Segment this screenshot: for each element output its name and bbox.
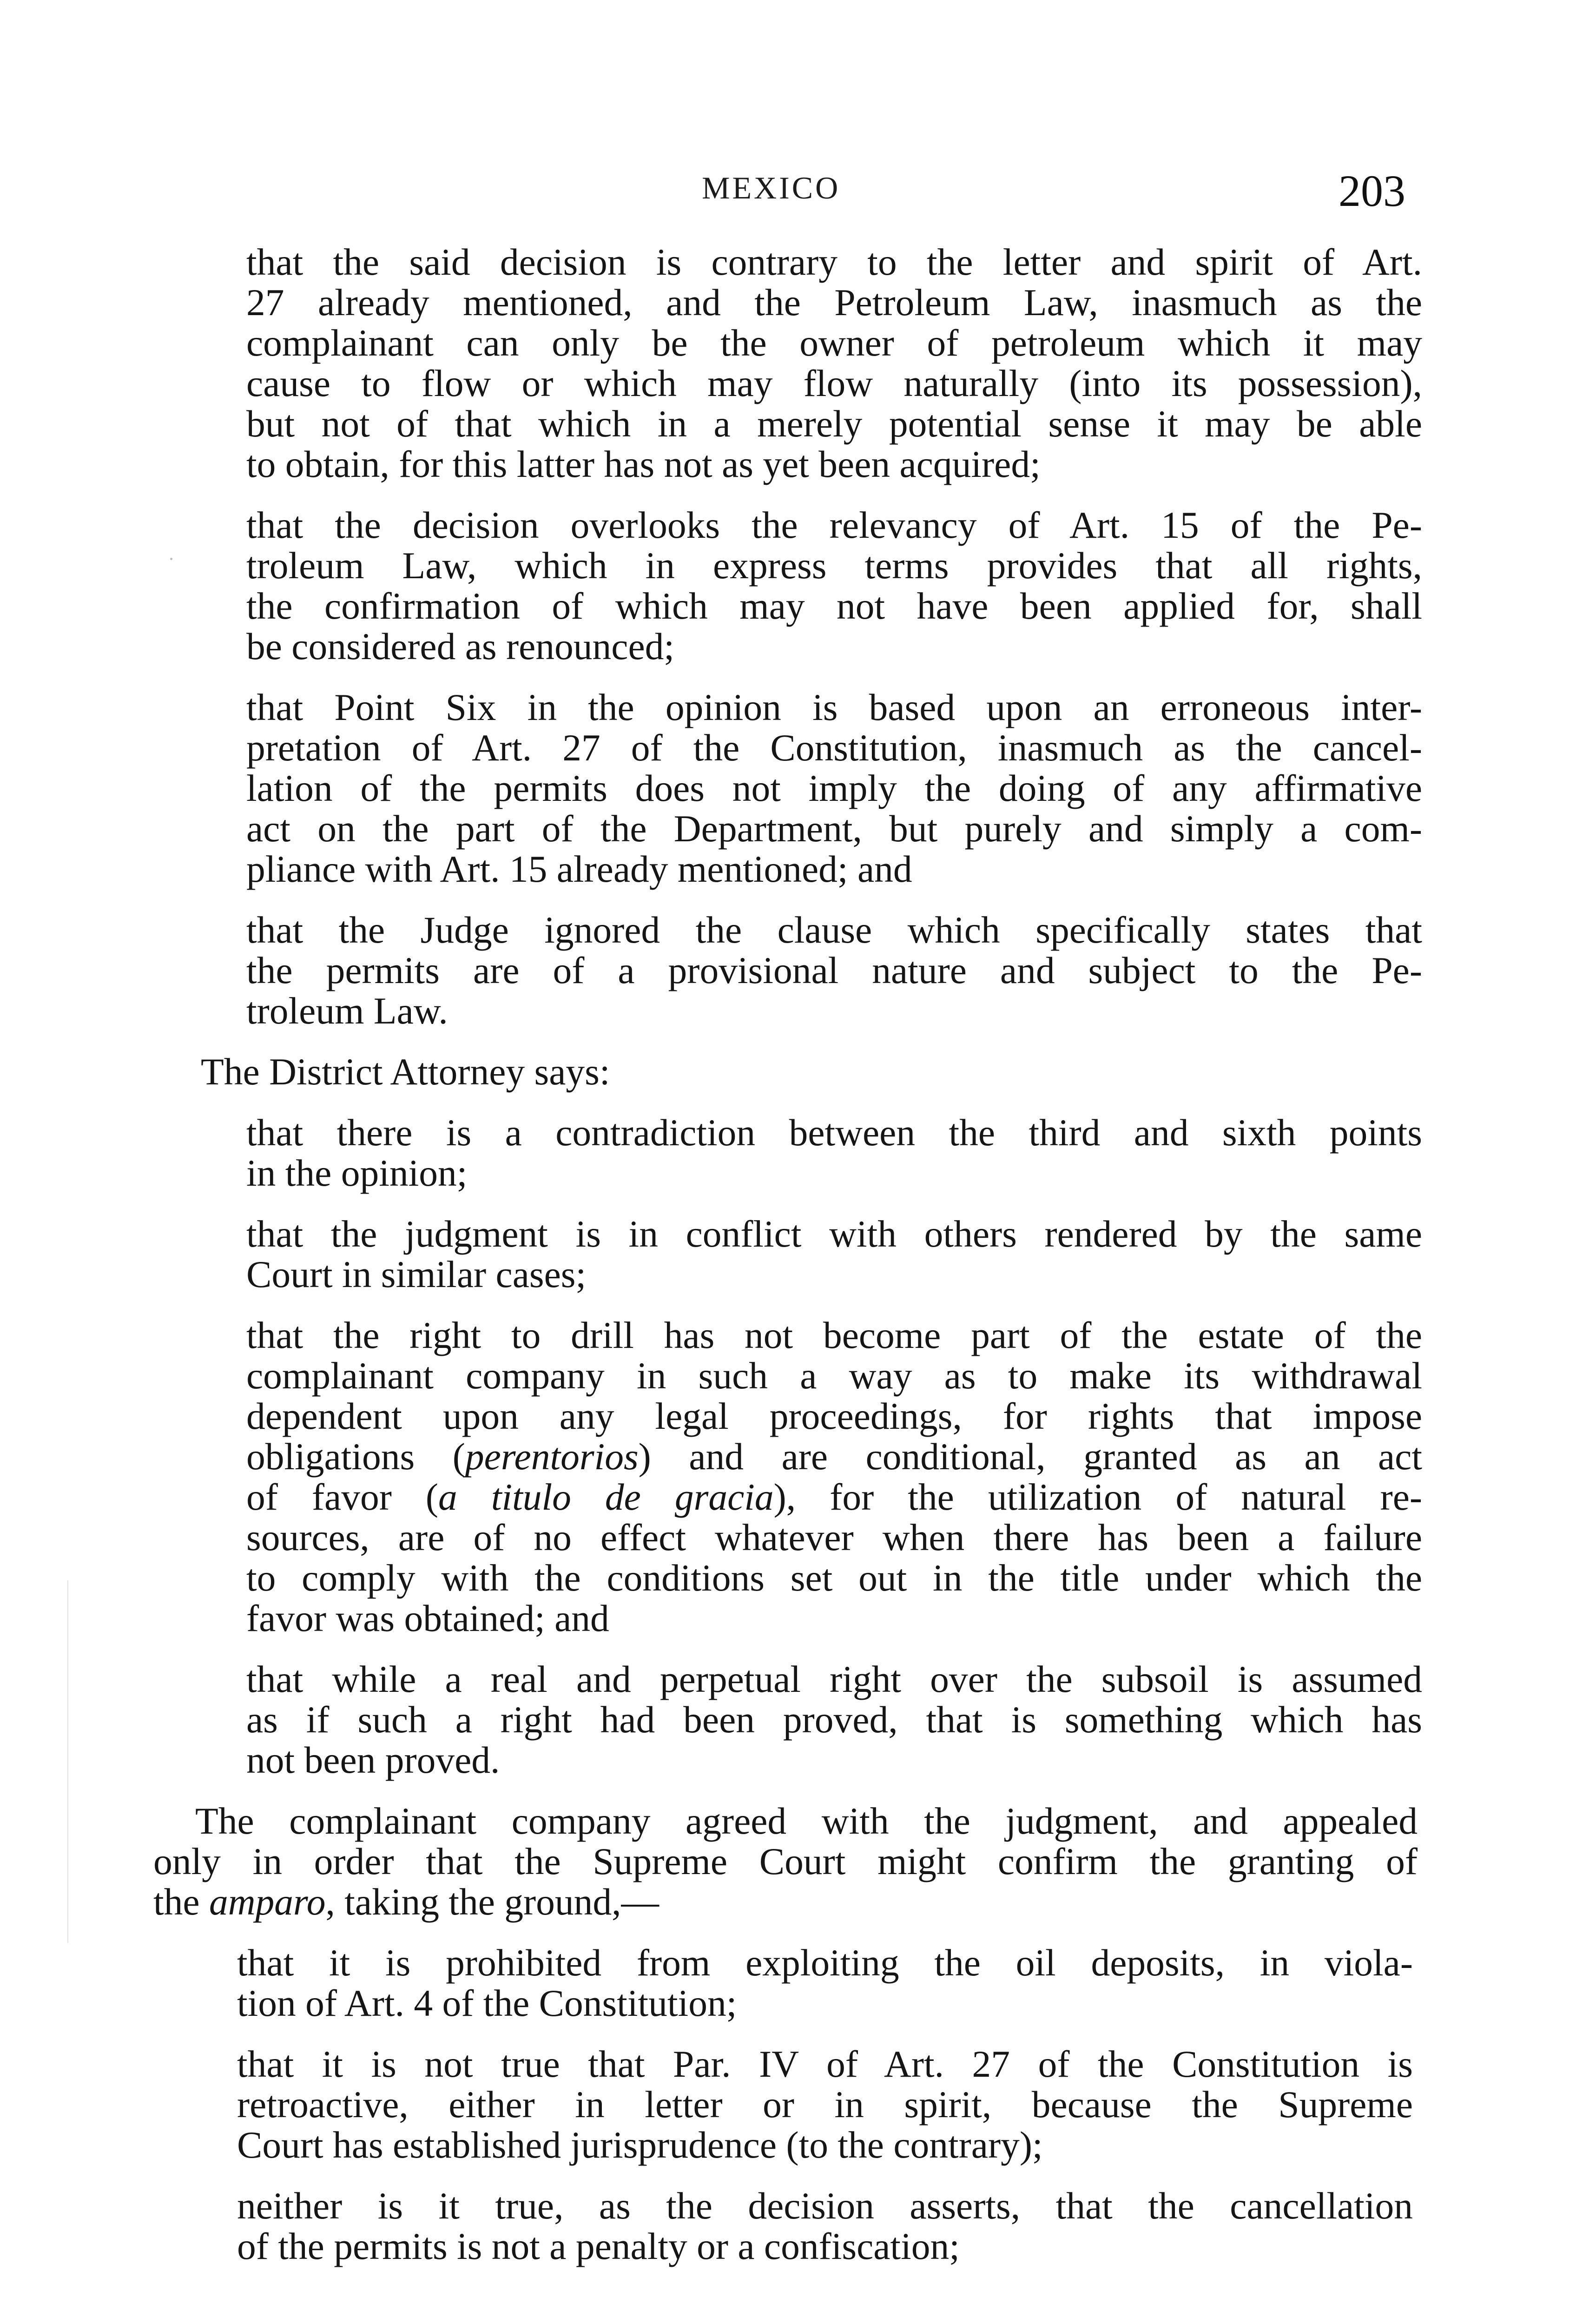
text-line: dependent upon any legal proceedings, for rights that impose bbox=[246, 1395, 1422, 1437]
text-line: that the decision overlooks the relevancy of Art. 15 of the Pe- bbox=[246, 504, 1422, 546]
text-line: as if such a right had been proved, that is something which has bbox=[246, 1698, 1422, 1741]
italic-term: perentorios bbox=[465, 1435, 639, 1478]
text-line: pretation of Art. 27 of the Constitution, inasmuch as the cancel- bbox=[246, 726, 1422, 769]
italic-term: a titulo de gracia bbox=[438, 1476, 774, 1518]
text-line: neither is it true, as the decision asserts, that the cancellation bbox=[237, 2185, 1413, 2227]
paragraph-9 bbox=[246, 1659, 1422, 1780]
text-line: troleum Law, which in express terms provides that all rights, bbox=[246, 544, 1422, 587]
text-line: that it is prohibited from exploiting the oil deposits, in viola- bbox=[237, 1941, 1413, 1984]
paragraph-4 bbox=[246, 910, 1422, 1031]
text-line: of favor (a titulo de gracia), for the utilization of natural re- bbox=[246, 1476, 1423, 1518]
text-line: the permits are of a provisional nature and subject to the Pe- bbox=[246, 949, 1422, 991]
text-line: the confirmation of which may not have been applied for, shall bbox=[246, 585, 1422, 627]
text-line: that the Judge ignored the clause which specifically states that bbox=[246, 909, 1422, 951]
paragraph-8 bbox=[246, 1315, 1422, 1638]
text-line: pliance with Art. 15 already mentioned; and bbox=[246, 848, 912, 890]
text-line: troleum Law. bbox=[246, 990, 448, 1032]
running-head bbox=[0, 165, 1576, 225]
text-line: only in order that the Supreme Court might confirm the granting of bbox=[153, 1840, 1418, 1882]
paragraph-6 bbox=[246, 1112, 1422, 1193]
text-line: tion of Art. 4 of the Constitution; bbox=[237, 1982, 737, 2024]
paragraph-13 bbox=[237, 2185, 1413, 2266]
text-line: be considered as renounced; bbox=[246, 625, 675, 667]
text-line: that Point Six in the opinion is based upon an erroneous inter- bbox=[246, 686, 1422, 728]
text-line: that the said decision is contrary to the letter and spirit of Art. bbox=[246, 241, 1422, 283]
paragraph-1 bbox=[246, 242, 1422, 484]
text-line: complainant can only be the owner of petroleum which it may bbox=[246, 322, 1422, 364]
text-line: complainant company in such a way as to make its withdrawal bbox=[246, 1354, 1422, 1397]
paragraph-12 bbox=[237, 2044, 1413, 2165]
text-line: Court has established jurisprudence (to the contrary); bbox=[237, 2124, 1043, 2166]
paragraph-10 bbox=[153, 1800, 1418, 1923]
text-line: The complainant company agreed with the judgment, and appealed bbox=[195, 1800, 1418, 1842]
page-number: 203 bbox=[1339, 166, 1405, 216]
running-title: MEXICO bbox=[702, 170, 841, 205]
text-line: that the judgment is in conflict with others rendered by the same bbox=[246, 1213, 1422, 1255]
text-line: that there is a contradiction between the third and sixth points bbox=[246, 1111, 1422, 1154]
text-line: in the opinion; bbox=[246, 1152, 468, 1194]
paragraph-2 bbox=[246, 505, 1422, 667]
body-text bbox=[0, 242, 1576, 2287]
text-line: 27 already mentioned, and the Petroleum Law, inasmuch as the bbox=[246, 281, 1422, 324]
text-line: to comply with the conditions set out in the title under which the bbox=[246, 1557, 1422, 1599]
text-line: cause to flow or which may flow naturally (into its possession), bbox=[246, 362, 1422, 404]
text-line: Court in similar cases; bbox=[246, 1253, 587, 1295]
text-line: but not of that which in a merely potential sense it may be able bbox=[246, 403, 1422, 445]
text-line: the amparo, taking the ground,— bbox=[153, 1881, 659, 1923]
text-line: that while a real and perpetual right over the subsoil is assumed bbox=[246, 1658, 1422, 1700]
paragraph-7 bbox=[246, 1214, 1422, 1294]
text-line: sources, are of no effect whatever when there has been a failure bbox=[246, 1516, 1422, 1558]
text-line: act on the part of the Department, but purely and simply a com- bbox=[246, 807, 1422, 850]
paragraph-3 bbox=[246, 687, 1422, 889]
text-line: to obtain, for this latter has not as yet been acquired; bbox=[246, 443, 1041, 485]
paragraph-11 bbox=[237, 1942, 1413, 2023]
text-line: not been proved. bbox=[246, 1739, 500, 1781]
text-line: that it is not true that Par. IV of Art. 27 of the Constitution is bbox=[237, 2043, 1413, 2085]
text-line: lation of the permits does not imply the doing of any affirmative bbox=[246, 767, 1422, 809]
italic-term: amparo bbox=[209, 1881, 326, 1923]
text-line: obligations (perentorios) and are conditional, granted as an act bbox=[246, 1435, 1423, 1478]
text-line: favor was obtained; and bbox=[246, 1597, 609, 1639]
text-line: that the right to drill has not become part of the estate of the bbox=[246, 1314, 1422, 1356]
text-line: retroactive, either in letter or in spirit, because the Supreme bbox=[237, 2083, 1413, 2126]
text-line: of the permits is not a penalty or a confiscation; bbox=[237, 2225, 960, 2267]
district-attorney-intro: The District Attorney says: bbox=[201, 1050, 610, 1093]
